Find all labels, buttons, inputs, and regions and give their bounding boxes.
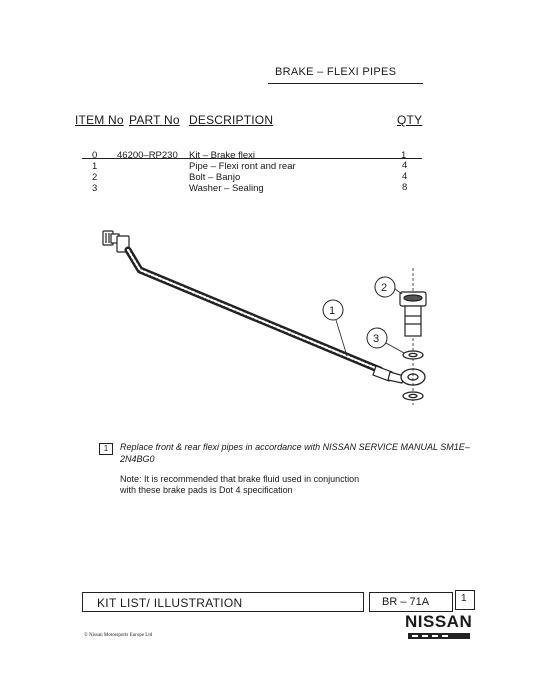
row-item: 3 (92, 183, 98, 194)
row-qty: 4 (402, 160, 408, 171)
row-qty: 1 (401, 150, 407, 161)
row-qty: 4 (402, 171, 408, 182)
page-number: 1 (461, 593, 467, 604)
footer-title-box (82, 592, 364, 612)
row-item: 2 (92, 172, 98, 183)
note-line: Note: It is recommended that brake fluid used in conjunction (120, 474, 360, 484)
callout-3 (367, 328, 404, 353)
logo-stripe (408, 633, 470, 639)
brake-fluid-note (120, 474, 440, 496)
footer-ref: BR – 71A (382, 596, 430, 608)
row-description: Kit – Brake flexi (189, 150, 255, 161)
column-header-description: DESCRIPTION (189, 113, 274, 127)
callout-1-label: 1 (329, 305, 336, 317)
column-header-part: PART No (129, 113, 180, 127)
row-item: 0 (92, 150, 98, 161)
row-description: Bolt – Banjo (189, 172, 241, 183)
row-description: Washer – Sealing (189, 183, 264, 194)
row-item: 1 (92, 161, 98, 172)
callout-3-label: 3 (373, 333, 380, 345)
footer-ref-box (369, 592, 453, 612)
copyright: © Nissan Motorsports Europe Ltd (84, 633, 153, 638)
banjo-bolt (400, 268, 426, 405)
footer-page-box (455, 590, 475, 610)
note-line: with these brake pads is Dot 4 specification (120, 485, 293, 495)
callout-2-label: 2 (381, 282, 388, 294)
row-qty: 8 (402, 182, 408, 193)
column-header-qty: QTY (397, 113, 423, 127)
footer-title: KIT LIST/ ILLUSTRATION (97, 596, 243, 610)
note-number-box: 1 (99, 443, 113, 455)
row-part: 46200–RP230 (117, 150, 178, 161)
sealing-washer (403, 392, 423, 400)
banjo-fitting (401, 369, 425, 385)
hose-crimp-fitting (373, 366, 404, 383)
nissan-logo: NISSAN (405, 612, 473, 631)
column-header-item: ITEM No (75, 113, 124, 127)
service-instruction: Replace front & rear flexi pipes in accordance with NISSAN SERVICE MANUAL SM1E–2N4BG0 (120, 442, 470, 464)
row-description: Pipe – Flexi ront and rear (189, 161, 296, 172)
callout-2 (375, 277, 402, 297)
sealing-washer (403, 351, 423, 359)
page-title: BRAKE – FLEXI PIPES (275, 66, 397, 78)
